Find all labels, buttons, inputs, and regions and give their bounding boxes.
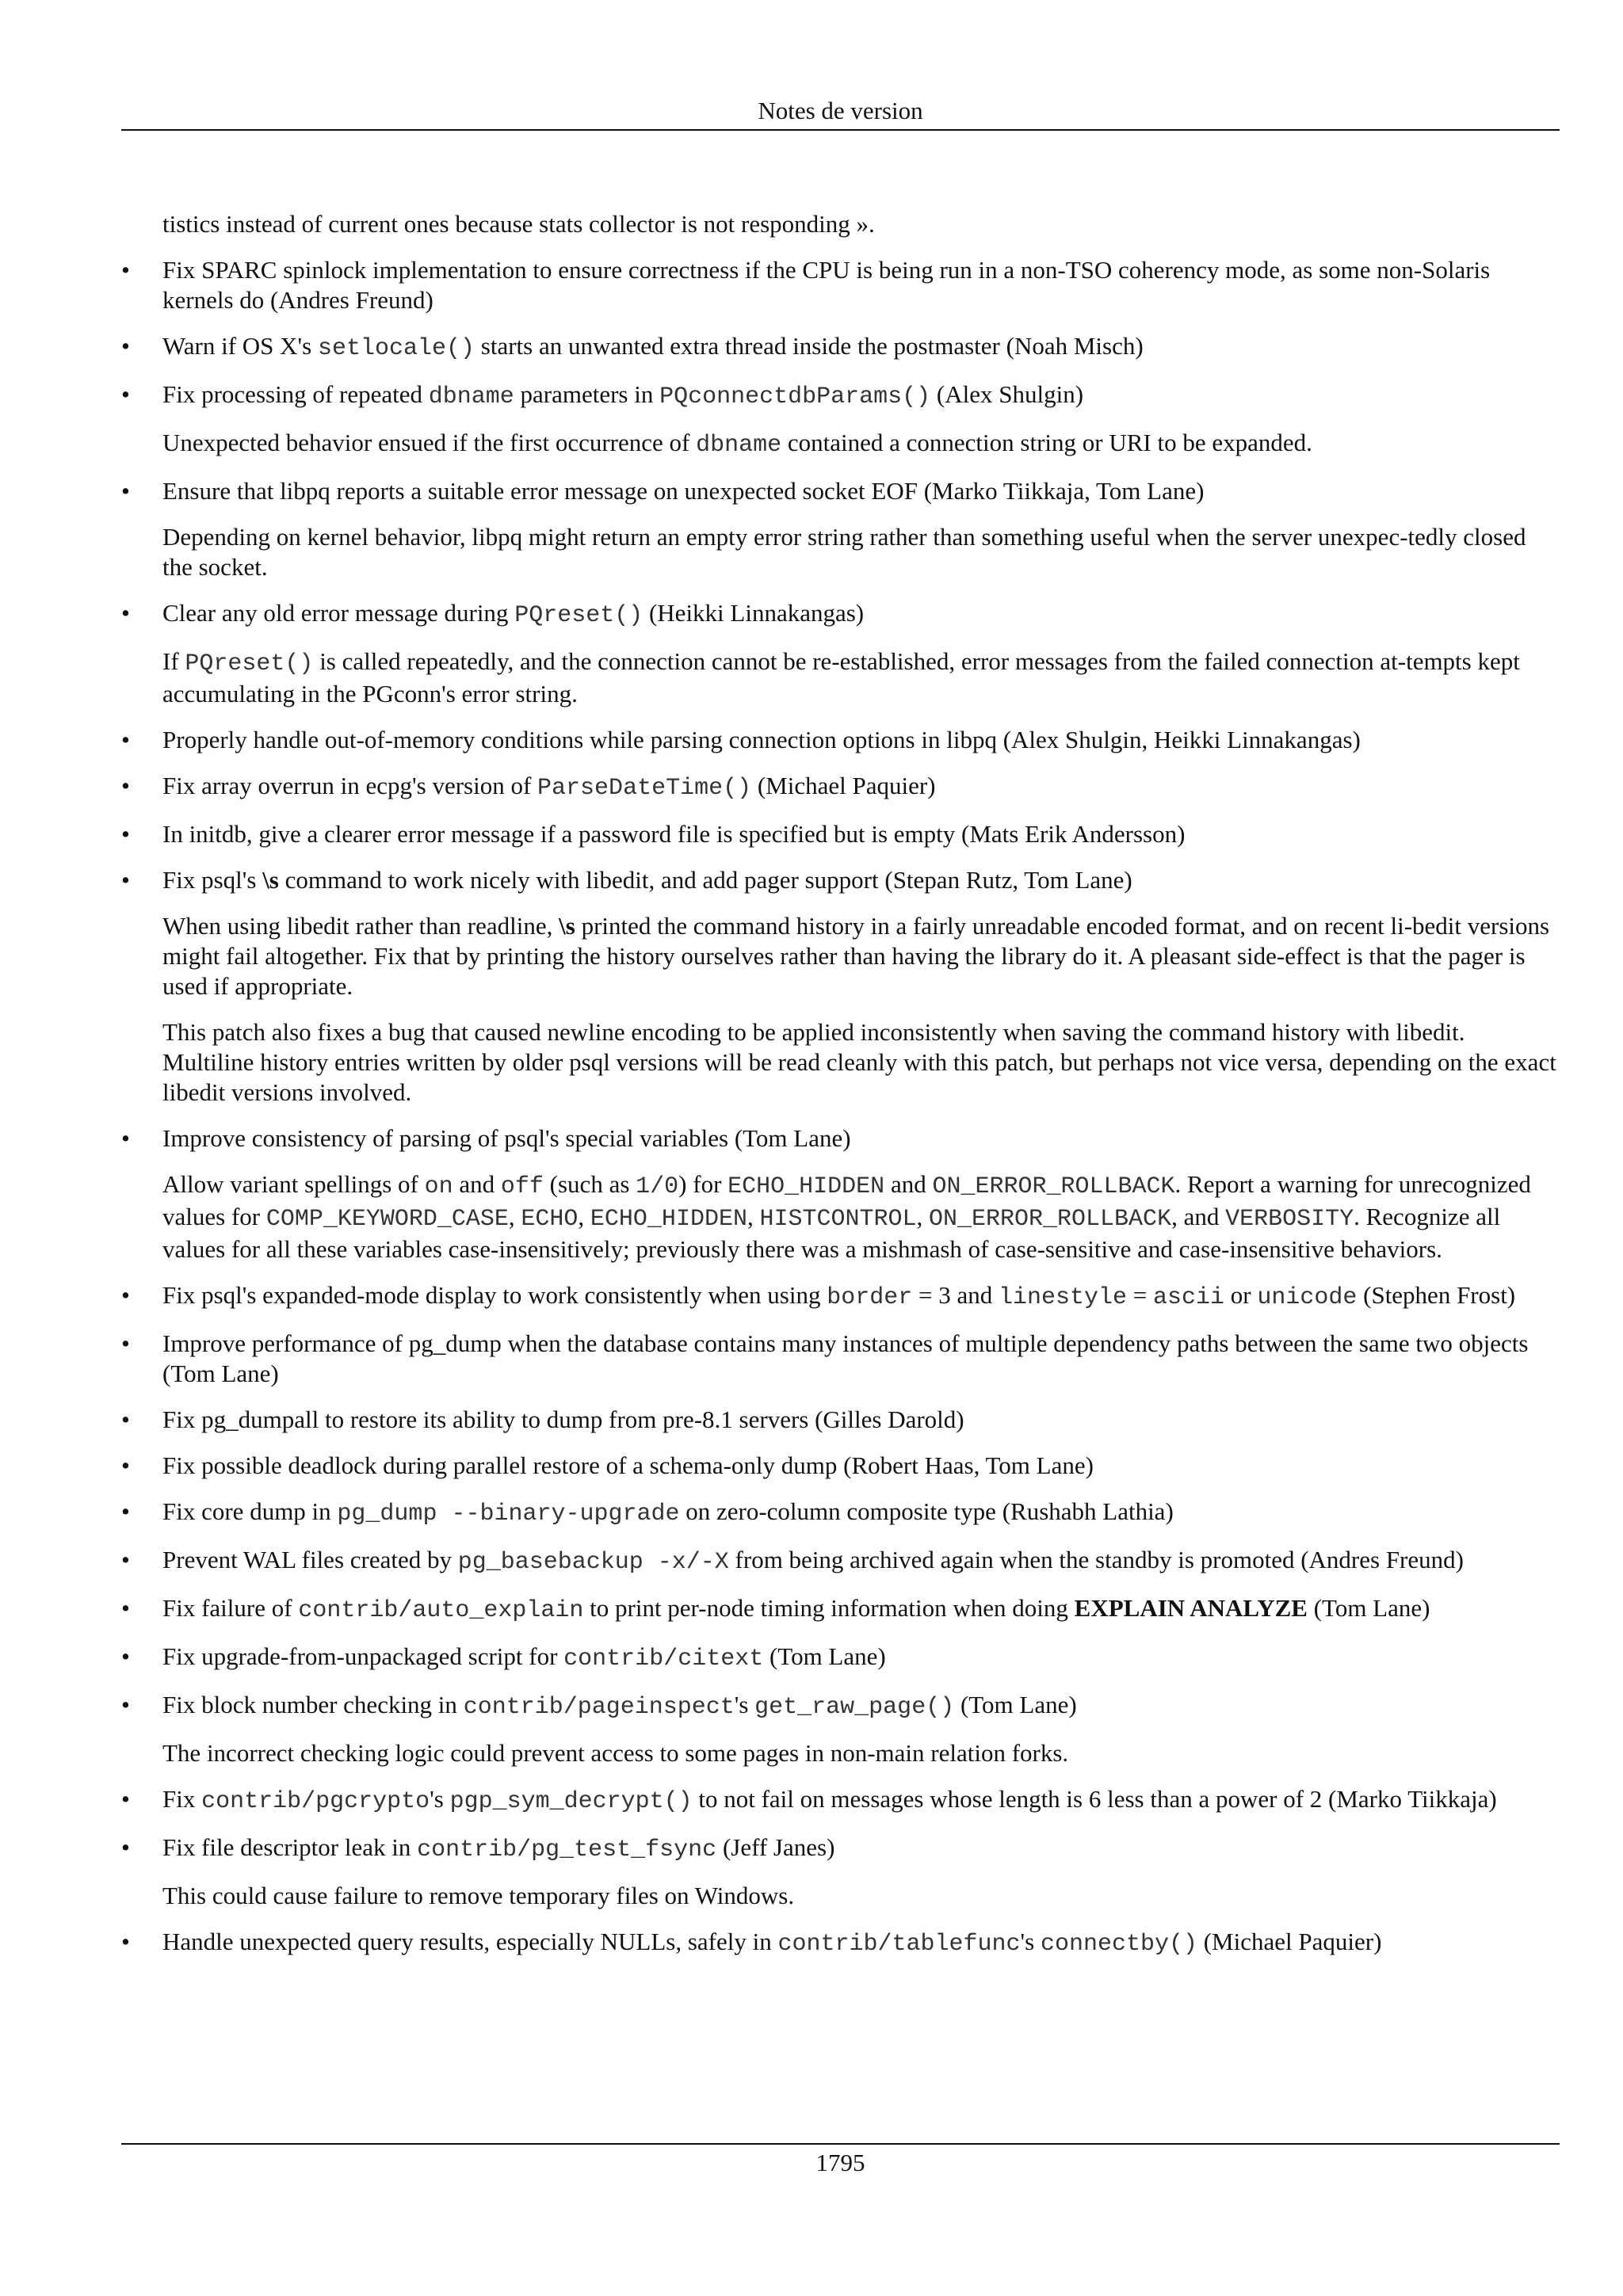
- code-literal: on: [424, 1173, 453, 1200]
- code-literal: contrib/pgcrypto: [201, 1788, 430, 1815]
- bullet-marker: •: [121, 1594, 130, 1622]
- text-run: Fix array overrun in ecpg's version of: [162, 772, 538, 799]
- text-run: . Report a warning for unrecognized values for: [162, 1170, 1531, 1230]
- text-run: = 3 and: [912, 1281, 999, 1309]
- text-run: from being archived again when the standby is promoted (Andres Freund): [728, 1546, 1464, 1573]
- release-note-item: [121, 725, 1560, 755]
- code-literal: linestyle: [998, 1284, 1128, 1311]
- release-note-item: [121, 1593, 1560, 1626]
- bullet-marker: •: [121, 477, 130, 505]
- text-run: In initdb, give a clearer error message if a password file is specified but is empty (Mats Erik Andersson): [162, 820, 1186, 848]
- release-note-item: [121, 1405, 1560, 1435]
- bullet-marker: •: [121, 1642, 130, 1670]
- release-note-item: [121, 1690, 1560, 1722]
- text-run: Unexpected behavior ensued if the first occurrence of: [162, 429, 697, 456]
- text-run: ,: [747, 1203, 760, 1230]
- release-note-detail: [162, 911, 1560, 1001]
- text-run: (Michael Paquier): [751, 772, 936, 799]
- release-note-detail: [162, 1017, 1560, 1108]
- text-run: Depending on kernel behavior, libpq might return an empty error string rather than something useful when the server unexpec-tedly closed the socket.: [162, 523, 1526, 581]
- text-run: (Heikki Linnakangas): [643, 599, 865, 627]
- text-run: Ensure that libpq reports a suitable error message on unexpected socket EOF (Marko Tiikkaja, Tom Lane): [162, 477, 1205, 505]
- code-literal: unicode: [1257, 1284, 1358, 1311]
- release-note-detail: [162, 1169, 1560, 1264]
- bold-command: \s: [262, 866, 279, 894]
- release-note-item: [121, 1833, 1560, 1865]
- text-run: Properly handle out-of-memory conditions while parsing connection options in libpq (Alex Shulgin, Heikki Linnakangas): [162, 726, 1361, 753]
- code-literal: get_raw_page(): [754, 1694, 955, 1721]
- text-run: , and: [1171, 1203, 1226, 1230]
- release-note-item: [121, 1784, 1560, 1817]
- text-run: (Stephen Frost): [1357, 1281, 1516, 1309]
- text-run: Fix block number checking in: [162, 1691, 464, 1718]
- text-run: 's: [1020, 1928, 1041, 1955]
- release-note-item: [121, 1451, 1560, 1481]
- text-run: Fix SPARC spinlock implementation to ensure correctness if the CPU is being run in a non-TSO coherency mode, as some non-Solaris kernels do (Andres Freund): [162, 256, 1491, 314]
- bullet-marker: •: [121, 866, 130, 894]
- text-run: (Michael Paquier): [1197, 1928, 1382, 1955]
- page-number: 1795: [815, 2149, 865, 2176]
- bullet-marker: •: [121, 820, 130, 848]
- release-note-item: [121, 379, 1560, 412]
- release-note-item: [121, 819, 1560, 849]
- text-run: When using libedit rather than readline,: [162, 912, 559, 940]
- bold-command: \s: [559, 912, 575, 940]
- header-rule: [121, 129, 1560, 131]
- text-run: =: [1127, 1281, 1153, 1309]
- code-literal: ParseDateTime(): [537, 775, 752, 802]
- text-run: 's: [430, 1785, 450, 1813]
- code-literal: contrib/pageinspect: [463, 1694, 735, 1721]
- release-note-detail: [162, 1881, 1560, 1911]
- release-note-item: [121, 331, 1560, 364]
- code-literal: PQconnectdbParams(): [659, 383, 931, 410]
- code-literal: ON_ERROR_ROLLBACK: [929, 1206, 1172, 1233]
- bullet-marker: •: [121, 380, 130, 408]
- code-literal: 1/0: [636, 1173, 679, 1200]
- text-run: Prevent WAL files created by: [162, 1546, 458, 1573]
- text-run: parameters in: [514, 380, 660, 408]
- text-run: or: [1224, 1281, 1258, 1309]
- bullet-marker: •: [121, 1281, 130, 1309]
- text-run: Improve performance of pg_dump when the database contains many instances of multiple dependency paths between the same two objects (Tom Lane): [162, 1329, 1529, 1387]
- code-literal: PQreset(): [514, 602, 643, 629]
- text-run: ,: [508, 1203, 521, 1230]
- text-run: and: [884, 1170, 933, 1198]
- text-run: (Jeff Janes): [716, 1833, 835, 1861]
- code-literal: PQreset(): [185, 650, 314, 677]
- code-literal: pg_dump --binary-upgrade: [337, 1501, 680, 1527]
- code-literal: dbname: [428, 383, 514, 410]
- text-run: This patch also fixes a bug that caused newline encoding to be applied inconsistently when saving the command history with libedit. Multiline history entries written by older psql versions will be read cleanly with this patch, but perhaps not vice versa, depending on the exact libedit versions involved.: [162, 1018, 1556, 1106]
- bullet-marker: •: [121, 1124, 130, 1152]
- bullet-marker: •: [121, 726, 130, 753]
- text-run: is called repeatedly, and the connection cannot be re-established, error messages from the failed connection at-tempts kept accumulating in the PGconn's error string.: [162, 647, 1520, 707]
- release-note-item: [121, 598, 1560, 631]
- release-notes-list: [121, 255, 1560, 1959]
- text-run: Fix: [162, 1785, 202, 1813]
- text-run: Fix file descriptor leak in: [162, 1833, 418, 1861]
- code-literal: ECHO_HIDDEN: [590, 1206, 747, 1233]
- text-run: to not fail on messages whose length is 6 less than a power of 2 (Marko Tiikkaja): [692, 1785, 1497, 1813]
- text-run: This could cause failure to remove temporary files on Windows.: [162, 1882, 795, 1909]
- code-literal: pgp_sym_decrypt(): [449, 1788, 693, 1815]
- text-run: Fix psql's expanded-mode display to work consistently when using: [162, 1281, 827, 1309]
- release-notes-body: [121, 209, 1560, 1975]
- bullet-marker: •: [121, 332, 130, 360]
- release-note-item: [121, 1123, 1560, 1154]
- text-run: Allow variant spellings of: [162, 1170, 425, 1198]
- release-note-item: [121, 1280, 1560, 1313]
- page-header: Notes de version: [758, 97, 923, 124]
- text-run: ,: [578, 1203, 590, 1230]
- release-note-item: [121, 476, 1560, 506]
- bullet-marker: •: [121, 1691, 130, 1718]
- release-note-detail: [162, 428, 1560, 460]
- release-note-item: [121, 865, 1560, 895]
- text-run: command to work nicely with libedit, and add pager support (Stepan Rutz, Tom Lane): [278, 866, 1132, 894]
- text-run: printed the command history in a fairly unreadable encoded format, and on recent li-bedit versions might fail altogether. Fix that by printing the history ourselves rather than having the library do it. A pleasant side-effect is that the pager is used if appropriate.: [162, 912, 1550, 1000]
- code-literal: COMP_KEYWORD_CASE: [265, 1206, 509, 1233]
- code-literal: setlocale(): [317, 335, 475, 362]
- code-literal: contrib/tablefunc: [777, 1931, 1021, 1958]
- code-literal: connectby(): [1040, 1931, 1197, 1958]
- release-note-item: [121, 1329, 1560, 1389]
- text-run: contained a connection string or URI to be expanded.: [781, 429, 1312, 456]
- text-run: Fix possible deadlock during parallel restore of a schema-only dump (Robert Haas, Tom Lane): [162, 1451, 1094, 1479]
- text-run: starts an unwanted extra thread inside the postmaster (Noah Misch): [475, 332, 1144, 360]
- text-run: Fix psql's: [162, 866, 263, 894]
- text-run: Fix core dump in: [162, 1497, 338, 1525]
- text-run: Improve consistency of parsing of psql's special variables (Tom Lane): [162, 1124, 851, 1152]
- text-run: ,: [916, 1203, 930, 1230]
- text-run: and: [453, 1170, 501, 1198]
- bullet-marker: •: [121, 1497, 130, 1525]
- text-run: ) for: [678, 1170, 728, 1198]
- bullet-marker: •: [121, 599, 130, 627]
- code-literal: border: [827, 1284, 913, 1311]
- text-run: (Alex Shulgin): [930, 380, 1084, 408]
- code-literal: contrib/pg_test_fsync: [417, 1836, 717, 1863]
- release-note-detail: [162, 1738, 1560, 1768]
- bullet-marker: •: [121, 256, 130, 284]
- bullet-marker: •: [121, 1546, 130, 1573]
- text-run: Fix pg_dumpall to restore its ability to dump from pre-8.1 servers (Gilles Darold): [162, 1405, 964, 1433]
- code-literal: HISTCONTROL: [759, 1206, 917, 1233]
- release-note-detail: [162, 522, 1560, 582]
- footer-rule: [121, 2143, 1560, 2145]
- text-run: 's: [734, 1691, 755, 1718]
- text-run: If: [162, 647, 185, 675]
- release-note-detail: [162, 646, 1560, 709]
- release-note-item: [121, 1927, 1560, 1959]
- text-run: to print per-node timing information when doing: [583, 1594, 1075, 1622]
- text-run: Warn if OS X's: [162, 332, 318, 360]
- text-run: (Tom Lane): [1307, 1594, 1430, 1622]
- bullet-marker: •: [121, 1451, 130, 1479]
- code-literal: ECHO_HIDDEN: [727, 1173, 885, 1200]
- bullet-marker: •: [121, 772, 130, 799]
- text-run: (Tom Lane): [954, 1691, 1077, 1718]
- code-literal: dbname: [696, 432, 782, 459]
- bullet-marker: •: [121, 1928, 130, 1955]
- text-run: Fix upgrade-from-unpackaged script for: [162, 1642, 564, 1670]
- release-note-item: [121, 1545, 1560, 1577]
- bullet-marker: •: [121, 1329, 130, 1357]
- release-note-item: [121, 771, 1560, 803]
- release-note-item: [121, 255, 1560, 315]
- release-note-item: [121, 1642, 1560, 1674]
- code-literal: pg_basebackup -x/-X: [457, 1549, 729, 1576]
- text-run: Clear any old error message during: [162, 599, 515, 627]
- release-note-item: [121, 1497, 1560, 1529]
- code-literal: off: [500, 1173, 544, 1200]
- text-run: Fix processing of repeated: [162, 380, 429, 408]
- bullet-marker: •: [121, 1785, 130, 1813]
- code-literal: ON_ERROR_ROLLBACK: [932, 1173, 1175, 1200]
- text-run: (such as: [543, 1170, 636, 1198]
- bullet-marker: •: [121, 1833, 130, 1861]
- code-literal: VERBOSITY: [1225, 1206, 1354, 1233]
- text-run: Handle unexpected query results, especially NULLs, safely in: [162, 1928, 778, 1955]
- text-run: on zero-column composite type (Rushabh Lathia): [679, 1497, 1174, 1525]
- intro-continuation: tistics instead of current ones because stats collector is not responding ».: [162, 210, 875, 238]
- code-literal: ascii: [1153, 1284, 1225, 1311]
- code-literal: ECHO: [521, 1206, 579, 1233]
- code-literal: contrib/citext: [563, 1646, 764, 1672]
- bold-command: EXPLAIN ANALYZE: [1074, 1594, 1308, 1622]
- text-run: The incorrect checking logic could prevent access to some pages in non-main relation forks.: [162, 1739, 1069, 1767]
- text-run: (Tom Lane): [763, 1642, 886, 1670]
- bullet-marker: •: [121, 1405, 130, 1433]
- text-run: . Recognize all values for all these variables case-insensitively; previously there was a mishmash of case-sensitive and case-insensitive behaviors.: [162, 1203, 1501, 1263]
- code-literal: contrib/auto_explain: [298, 1597, 584, 1624]
- text-run: Fix failure of: [162, 1594, 299, 1622]
